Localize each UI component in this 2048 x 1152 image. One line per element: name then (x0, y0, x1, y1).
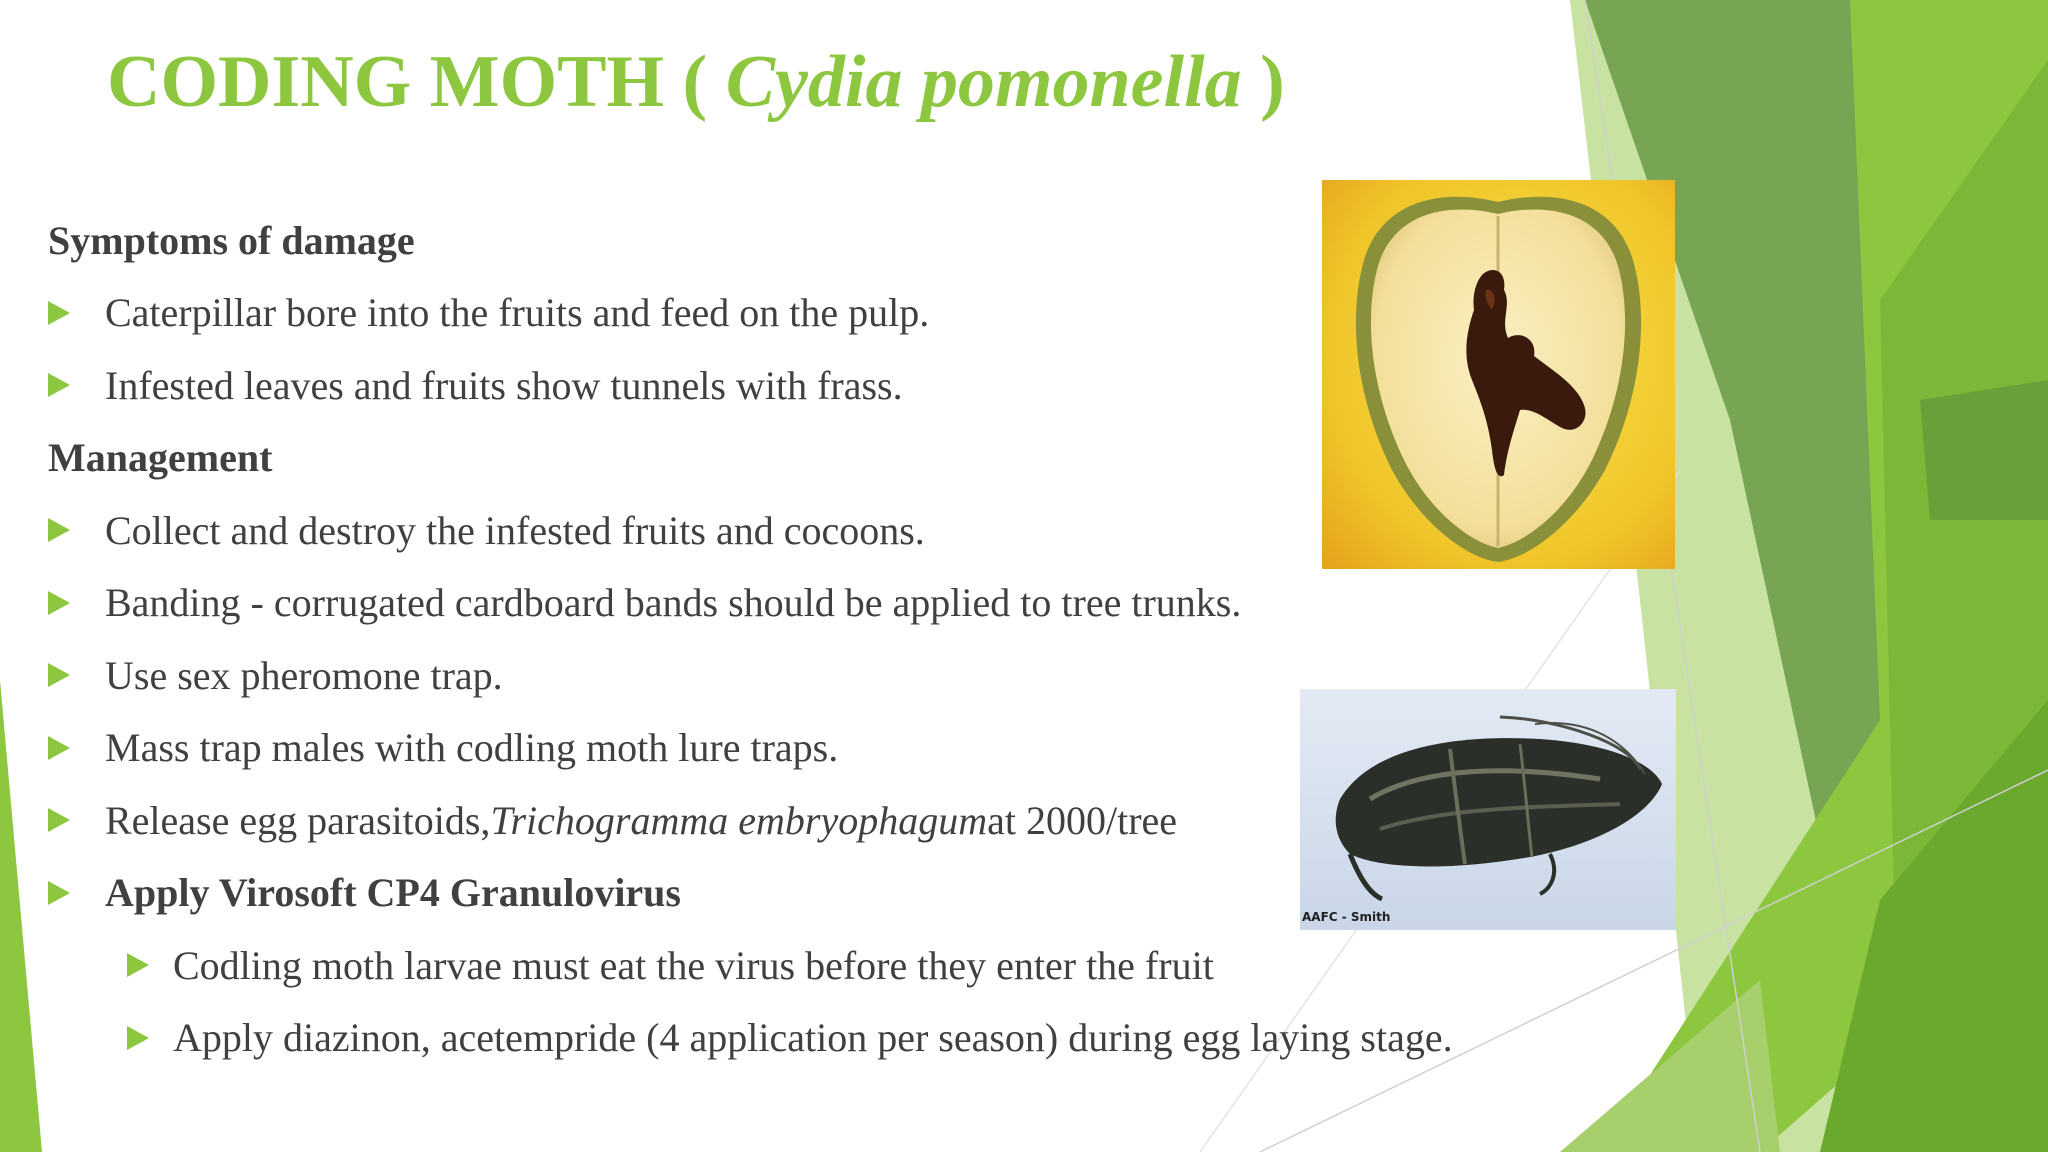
management-item: Mass trap males with codling moth lure traps. (48, 712, 1608, 785)
slide-title: CODING MOTH ( Cydia pomonella ) (107, 41, 1285, 123)
management-item: Banding - corrugated cardboard bands should be applied to tree trunks. (48, 567, 1608, 640)
bullet-triangle-icon (48, 736, 70, 760)
moth-photo (1300, 689, 1676, 930)
bullet-triangle-icon (127, 1026, 149, 1050)
sub-item: Codling moth larvae must eat the virus before they enter the fruit (48, 929, 1608, 1002)
sub-item: Apply diazinon, acetempride (4 application per season) during egg laying stage. (48, 1002, 1608, 1075)
management-heading: Management (48, 435, 273, 481)
virosoft-item: Apply Virosoft CP4 Granulovirus (48, 857, 1608, 930)
bullet-triangle-icon (48, 808, 70, 832)
bullet-triangle-icon (48, 373, 70, 397)
symptom-item: Infested leaves and fruits show tunnels with frass. (48, 349, 1608, 422)
moth-photo-caption: AAFC - Smith (1302, 910, 1391, 924)
symptom-item: Caterpillar bore into the fruits and feed on the pulp. (48, 277, 1608, 350)
management-item: Use sex pheromone trap. (48, 639, 1608, 712)
release-item: Release egg parasitoids, Trichogramma embryophagum at 2000/tree (48, 784, 1608, 857)
species-name: Cydia pomonella (725, 41, 1242, 123)
bullet-triangle-icon (48, 881, 70, 905)
symptoms-heading: Symptoms of damage (48, 217, 415, 263)
bullet-triangle-icon (48, 591, 70, 615)
bullet-triangle-icon (48, 663, 70, 687)
bullet-triangle-icon (127, 953, 149, 977)
cut-apple-photo (1322, 180, 1675, 569)
bullet-triangle-icon (48, 301, 70, 325)
management-item: Collect and destroy the infested fruits and cocoons. (48, 494, 1608, 567)
bullet-triangle-icon (48, 518, 70, 542)
